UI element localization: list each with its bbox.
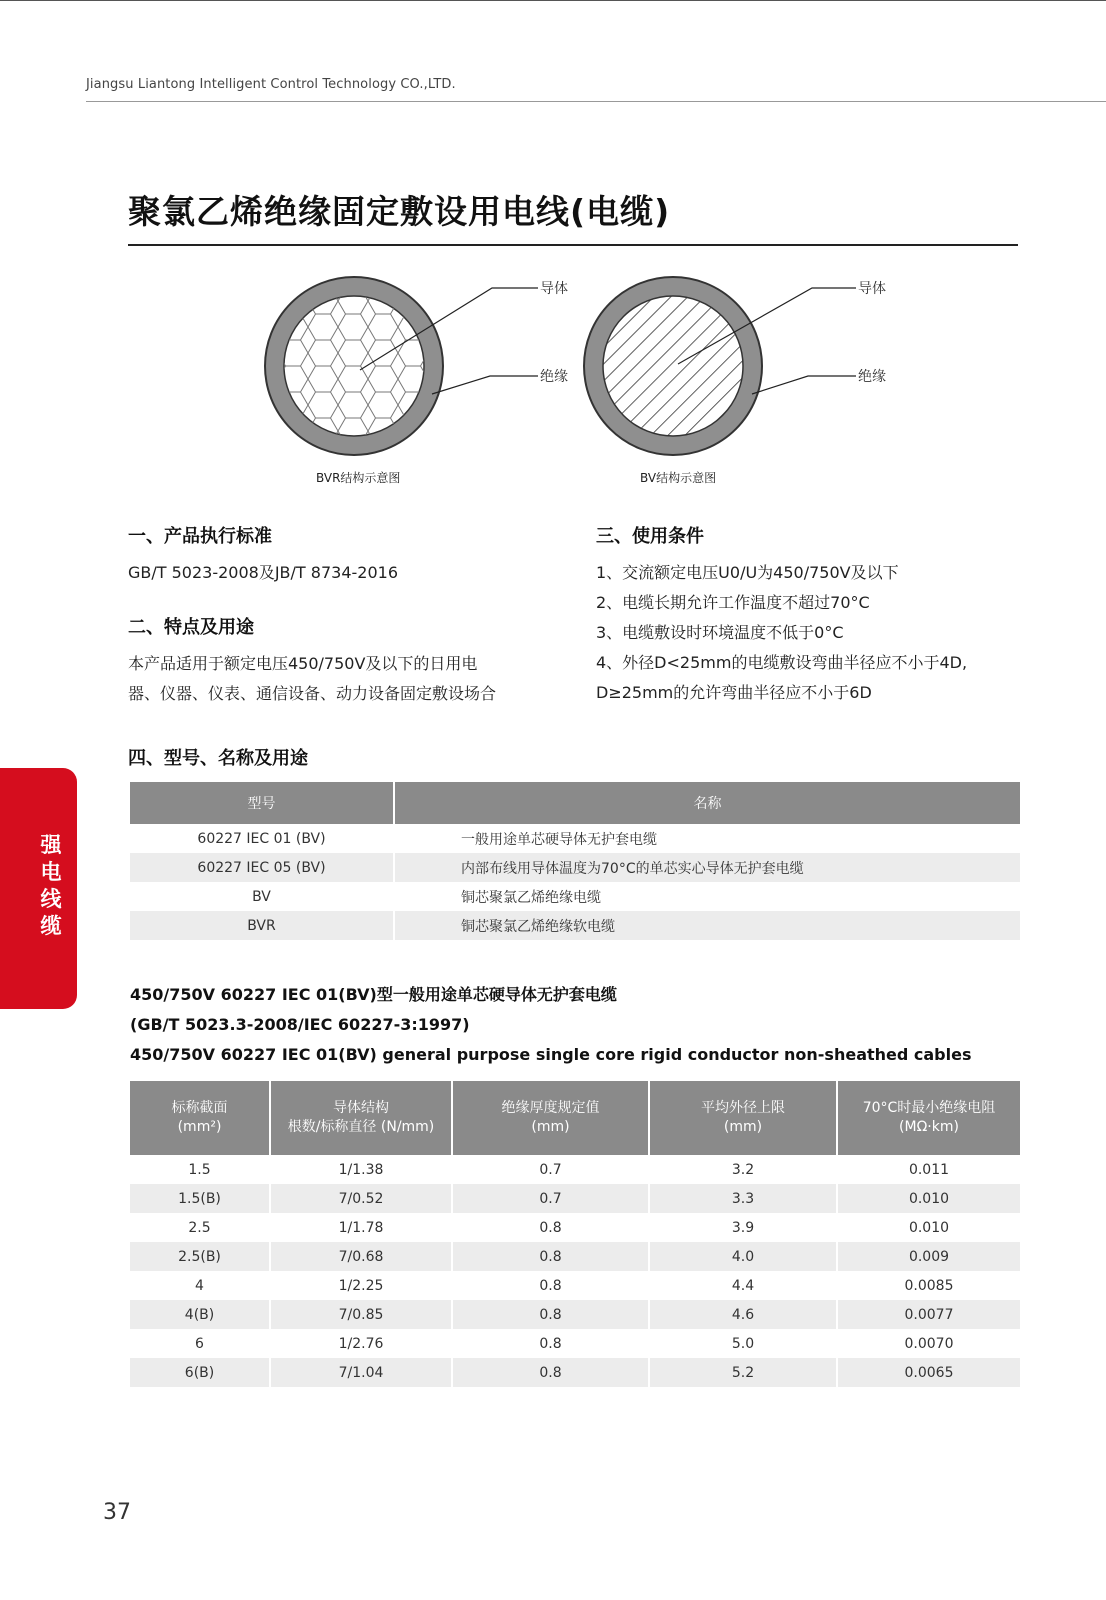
model-cell: BV — [130, 882, 394, 911]
bv-insulation-label: 绝缘 — [858, 369, 886, 385]
section-conditions — [596, 522, 967, 708]
section-conditions-line: 2、电缆长期允许工作温度不超过70°C — [596, 593, 870, 612]
model-cell: BVR — [130, 911, 394, 940]
name-cell: 一般用途单芯硬导体无护套电缆 — [461, 831, 657, 848]
table-row — [130, 853, 1020, 882]
section-features — [128, 613, 496, 709]
column-header: 标称截面 (mm²) — [130, 1081, 270, 1155]
section-standards — [128, 522, 398, 588]
table-cell: 0.010 — [908, 1219, 950, 1236]
title-divider — [128, 244, 1018, 246]
table-cell: 0.8 — [452, 1242, 649, 1271]
side-tab-en-label: ▶ High voltage cable — [82, 836, 96, 971]
table-cell: 0.8 — [452, 1358, 649, 1387]
bvr-conductor-label: 导体 — [540, 281, 568, 297]
table-cell: 7/1.04 — [270, 1358, 452, 1387]
model-cell: 60227 IEC 05 (BV) — [130, 853, 394, 882]
header-divider — [86, 101, 1106, 102]
cable-structure-diagrams — [128, 262, 1018, 502]
table-row — [130, 1242, 1020, 1271]
section-standards-heading: 一、产品执行标准 — [128, 526, 272, 547]
table-row — [130, 1300, 1020, 1329]
table-row — [130, 1155, 1020, 1184]
table-cell: 1/2.25 — [270, 1271, 452, 1300]
table-cell: 5.0 — [649, 1329, 837, 1358]
spec-table — [130, 1081, 1020, 1387]
side-tab-cn-label: 强电线缆 — [40, 833, 62, 938]
table-cell: 4(B) — [130, 1300, 270, 1329]
bv-insulation-leader — [752, 376, 856, 394]
table-cell: 4.4 — [649, 1271, 837, 1300]
table-cell: 1/1.78 — [270, 1213, 452, 1242]
bvr-insulation-leader — [432, 376, 538, 394]
table-cell: 3.3 — [649, 1184, 837, 1213]
column-header: 导体结构 根数/标称直径 (N/mm) — [270, 1081, 452, 1155]
name-cell: 铜芯聚氯乙烯绝缘电缆 — [461, 889, 601, 906]
section-features-line: 器、仪器、仪表、通信设备、动力设备固定敷设场合 — [128, 684, 497, 703]
section-models-heading: 四、型号、名称及用途 — [128, 748, 308, 769]
table-cell: 5.2 — [649, 1358, 837, 1387]
table-cell: 0.7 — [452, 1184, 649, 1213]
section-conditions-line: D≥25mm的允许弯曲半径应不小于6D — [596, 683, 872, 702]
section-conditions-heading: 三、使用条件 — [596, 526, 704, 547]
table-cell: 4.6 — [649, 1300, 837, 1329]
table-cell: 0.0085 — [904, 1277, 954, 1294]
table-cell: 0.010 — [837, 1184, 1020, 1213]
section-features-line: 本产品适用于额定电压450/750V及以下的日用电 — [128, 654, 478, 673]
column-header: 70°C时最小绝缘电阻 (MΩ·km) — [837, 1081, 1020, 1155]
table-cell: 3.2 — [649, 1155, 837, 1184]
table-header-row — [130, 1081, 1020, 1155]
table-cell: 1.5 — [130, 1155, 270, 1184]
section-models — [128, 744, 308, 780]
page-number: 37 — [103, 1500, 131, 1525]
bvr-caption: BVR结构示意图 — [316, 471, 401, 485]
table-row — [130, 1329, 1020, 1358]
table-row — [130, 824, 1020, 853]
table-row — [130, 882, 1020, 911]
section-conditions-line: 1、交流额定电压U0/U为450/750V及以下 — [596, 563, 899, 582]
column-header: 型号 — [130, 782, 394, 824]
model-cell: 60227 IEC 01 (BV) — [130, 824, 394, 853]
column-header: 平均外径上限 (mm) — [649, 1081, 837, 1155]
section-conditions-line: 3、电缆敷设时环境温度不低于0°C — [596, 623, 844, 642]
name-cell: 铜芯聚氯乙烯绝缘软电缆 — [394, 911, 1020, 940]
column-header: 绝缘厚度规定值 (mm) — [452, 1081, 649, 1155]
table-cell: 1.5(B) — [130, 1184, 270, 1213]
table-cell: 6 — [130, 1329, 270, 1358]
bv-caption: BV结构示意图 — [640, 471, 717, 485]
table-cell: 0.0077 — [837, 1300, 1020, 1329]
spec-heading-standard: (GB/T 5023.3-2008/IEC 60227-3:1997) — [130, 1015, 470, 1034]
page-top-border — [0, 0, 1106, 1]
table-cell: 4 — [130, 1271, 270, 1300]
table-header-row — [130, 782, 1020, 824]
spec-heading-en: 450/750V 60227 IEC 01(BV) general purpose single core rigid conductor non-sheathed cables — [130, 1045, 972, 1064]
spec-heading — [130, 980, 972, 1070]
table-cell: 0.7 — [452, 1155, 649, 1184]
bv-diagram — [584, 277, 886, 485]
section-standards-line: GB/T 5023-2008及JB/T 8734-2016 — [128, 563, 398, 582]
table-row — [130, 911, 1020, 940]
bv-conductor-label: 导体 — [858, 281, 886, 297]
table-row — [130, 1358, 1020, 1387]
section-conditions-line: 4、外径D<25mm的电缆敷设弯曲半径应不小于4D, — [596, 653, 968, 672]
table-cell: 0.009 — [837, 1242, 1020, 1271]
bvr-insulation-label: 绝缘 — [540, 369, 568, 385]
table-cell: 4.0 — [649, 1242, 837, 1271]
table-row — [130, 1213, 1020, 1242]
table-cell: 7/0.52 — [270, 1184, 452, 1213]
model-table — [130, 782, 1020, 940]
table-cell: 7/0.68 — [270, 1242, 452, 1271]
column-header: 名称 — [394, 782, 1020, 824]
table-cell: 0.8 — [452, 1300, 649, 1329]
table-row — [130, 1184, 1020, 1213]
table-cell: 0.0065 — [837, 1358, 1020, 1387]
spec-heading-cn: 450/750V 60227 IEC 01(BV)型一般用途单芯硬导体无护套电缆 — [130, 985, 617, 1004]
table-cell: 3.9 — [649, 1213, 837, 1242]
table-cell: 2.5(B) — [130, 1242, 270, 1271]
section-features-heading: 二、特点及用途 — [128, 617, 254, 638]
table-cell: 0.0070 — [904, 1335, 954, 1352]
company-name: Jiangsu Liantong Intelligent Control Technology CO.,LTD. — [86, 77, 456, 92]
table-cell: 0.011 — [908, 1161, 950, 1178]
table-cell: 1/2.76 — [270, 1329, 452, 1358]
table-cell: 1/1.38 — [270, 1155, 452, 1184]
table-row — [130, 1271, 1020, 1300]
table-cell: 0.8 — [452, 1271, 649, 1300]
table-cell: 7/0.85 — [270, 1300, 452, 1329]
table-cell: 0.8 — [452, 1213, 649, 1242]
table-cell: 0.8 — [452, 1329, 649, 1358]
table-cell: 2.5 — [130, 1213, 270, 1242]
bvr-diagram — [265, 277, 568, 485]
table-cell: 6(B) — [130, 1358, 270, 1387]
name-cell: 内部布线用导体温度为70°C的单芯实心导体无护套电缆 — [394, 853, 1020, 882]
page-title: 聚氯乙烯绝缘固定敷设用电线(电缆) — [128, 192, 671, 231]
